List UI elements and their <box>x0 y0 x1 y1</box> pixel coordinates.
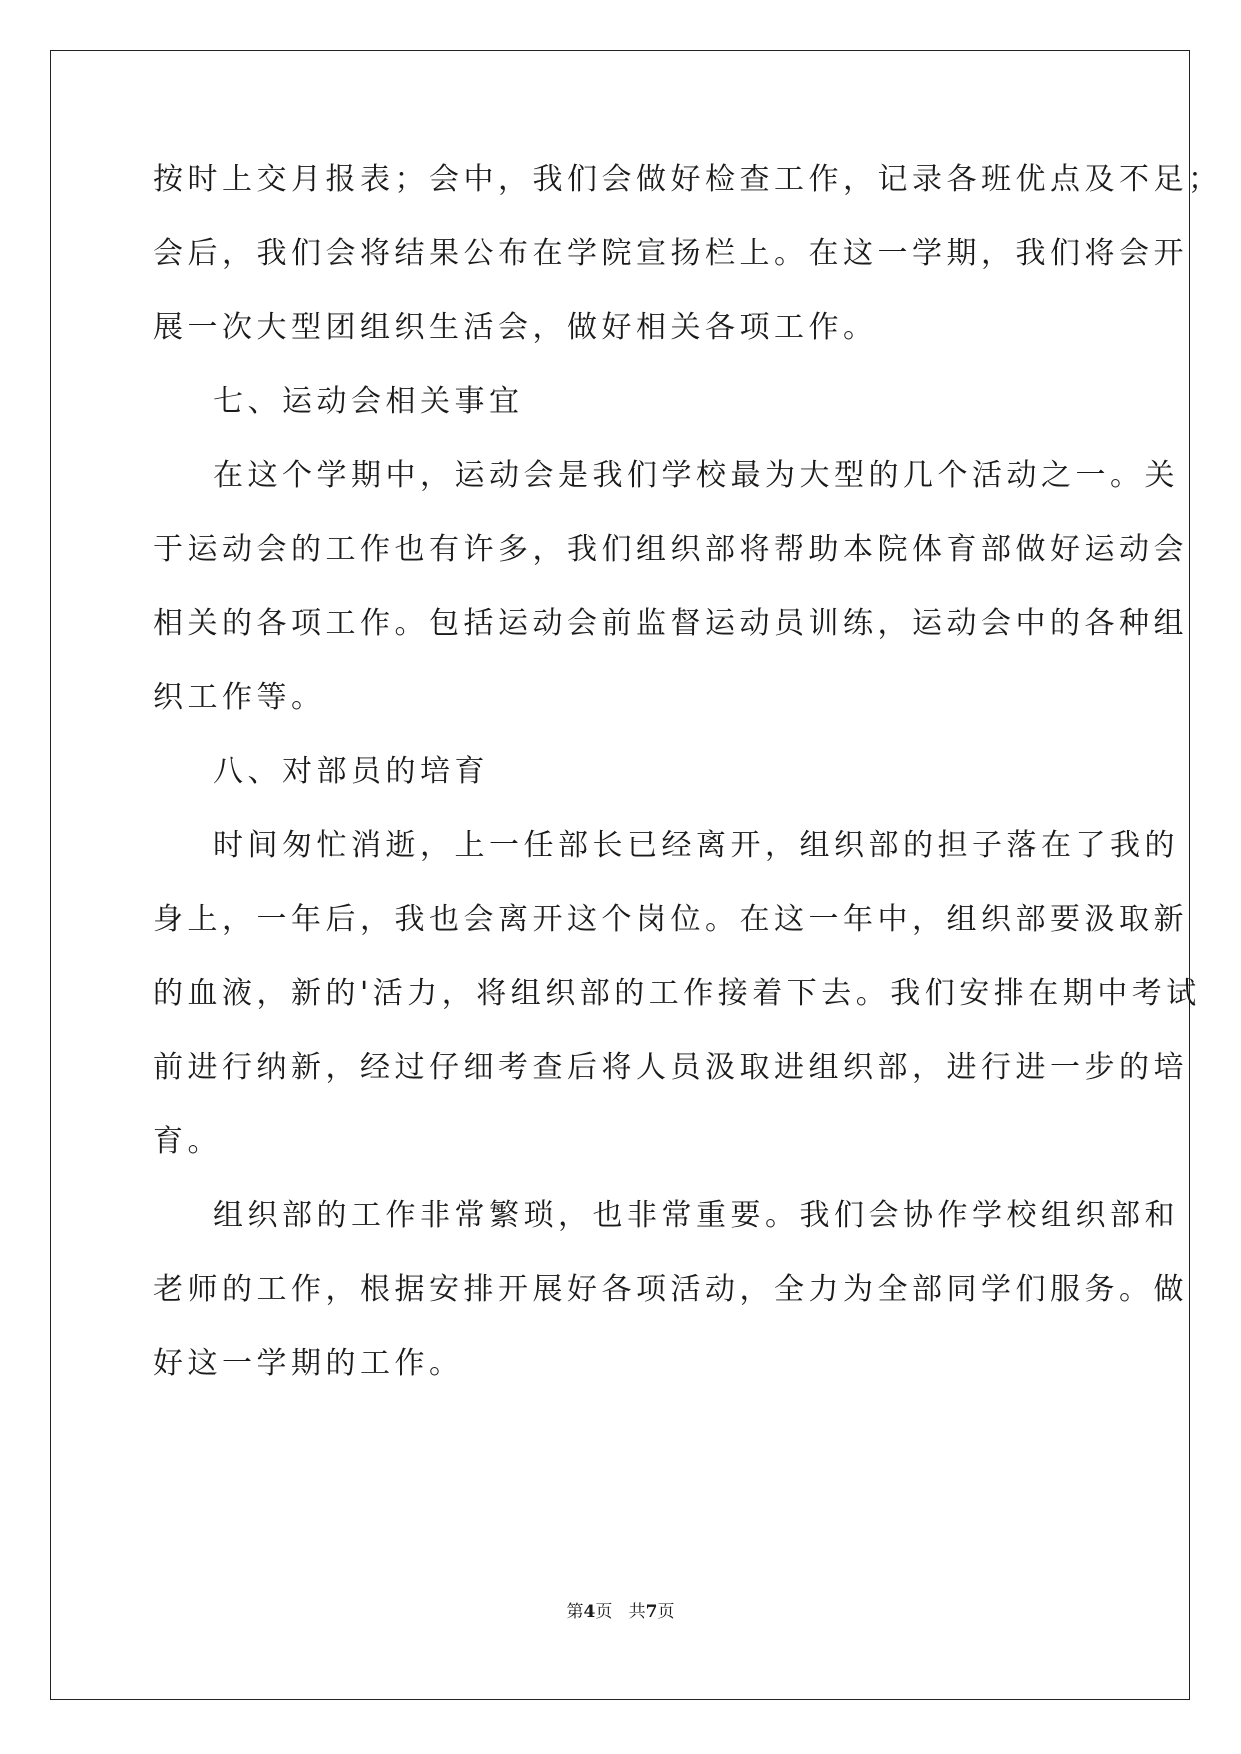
section-heading: 七、运动会相关事宜 <box>213 384 524 419</box>
body-line: 时间匆忙消逝，上一任部长已经离开，组织部的担子落在了我的 <box>213 828 1179 863</box>
total-pages: 7 <box>645 1602 658 1622</box>
body-line: 育。 <box>153 1124 222 1159</box>
body-line: 老师的工作，根据安排开展好各项活动，全力为全部同学们服务。做 <box>153 1272 1188 1307</box>
body-line: 身上，一年后，我也会离开这个岗位。在这一年中，组织部要汲取新 <box>153 902 1188 937</box>
body-line: 于运动会的工作也有许多，我们组织部将帮助本院体育部做好运动会 <box>153 532 1188 567</box>
body-line: 的血液，新的'活力，将组织部的工作接着下去。我们安排在期中考试 <box>153 976 1201 1011</box>
body-line: 好这一学期的工作。 <box>153 1346 464 1381</box>
total-prefix: 共 <box>628 1602 646 1622</box>
body-line: 展一次大型团组织生活会，做好相关各项工作。 <box>153 310 878 345</box>
body-line: 织工作等。 <box>153 680 326 715</box>
page-prefix: 第 <box>566 1602 584 1622</box>
page-suffix: 页 <box>595 1602 613 1622</box>
page-border <box>50 50 1190 1700</box>
body-line: 相关的各项工作。包括运动会前监督运动员训练，运动会中的各种组 <box>153 606 1188 641</box>
page-number: 4 <box>583 1602 596 1622</box>
body-line: 前进行纳新，经过仔细考查后将人员汲取进组织部，进行进一步的培 <box>153 1050 1188 1085</box>
body-line: 按时上交月报表；会中，我们会做好检查工作，记录各班优点及不足； <box>153 162 1223 197</box>
body-line: 在这个学期中，运动会是我们学校最为大型的几个活动之一。关 <box>213 458 1179 493</box>
section-heading: 八、对部员的培育 <box>213 754 489 789</box>
total-suffix: 页 <box>657 1602 675 1622</box>
body-line: 组织部的工作非常繁琐，也非常重要。我们会协作学校组织部和 <box>213 1198 1179 1233</box>
page-footer <box>0 1600 1241 1624</box>
body-line: 会后，我们会将结果公布在学院宣扬栏上。在这一学期，我们将会开 <box>153 236 1188 271</box>
